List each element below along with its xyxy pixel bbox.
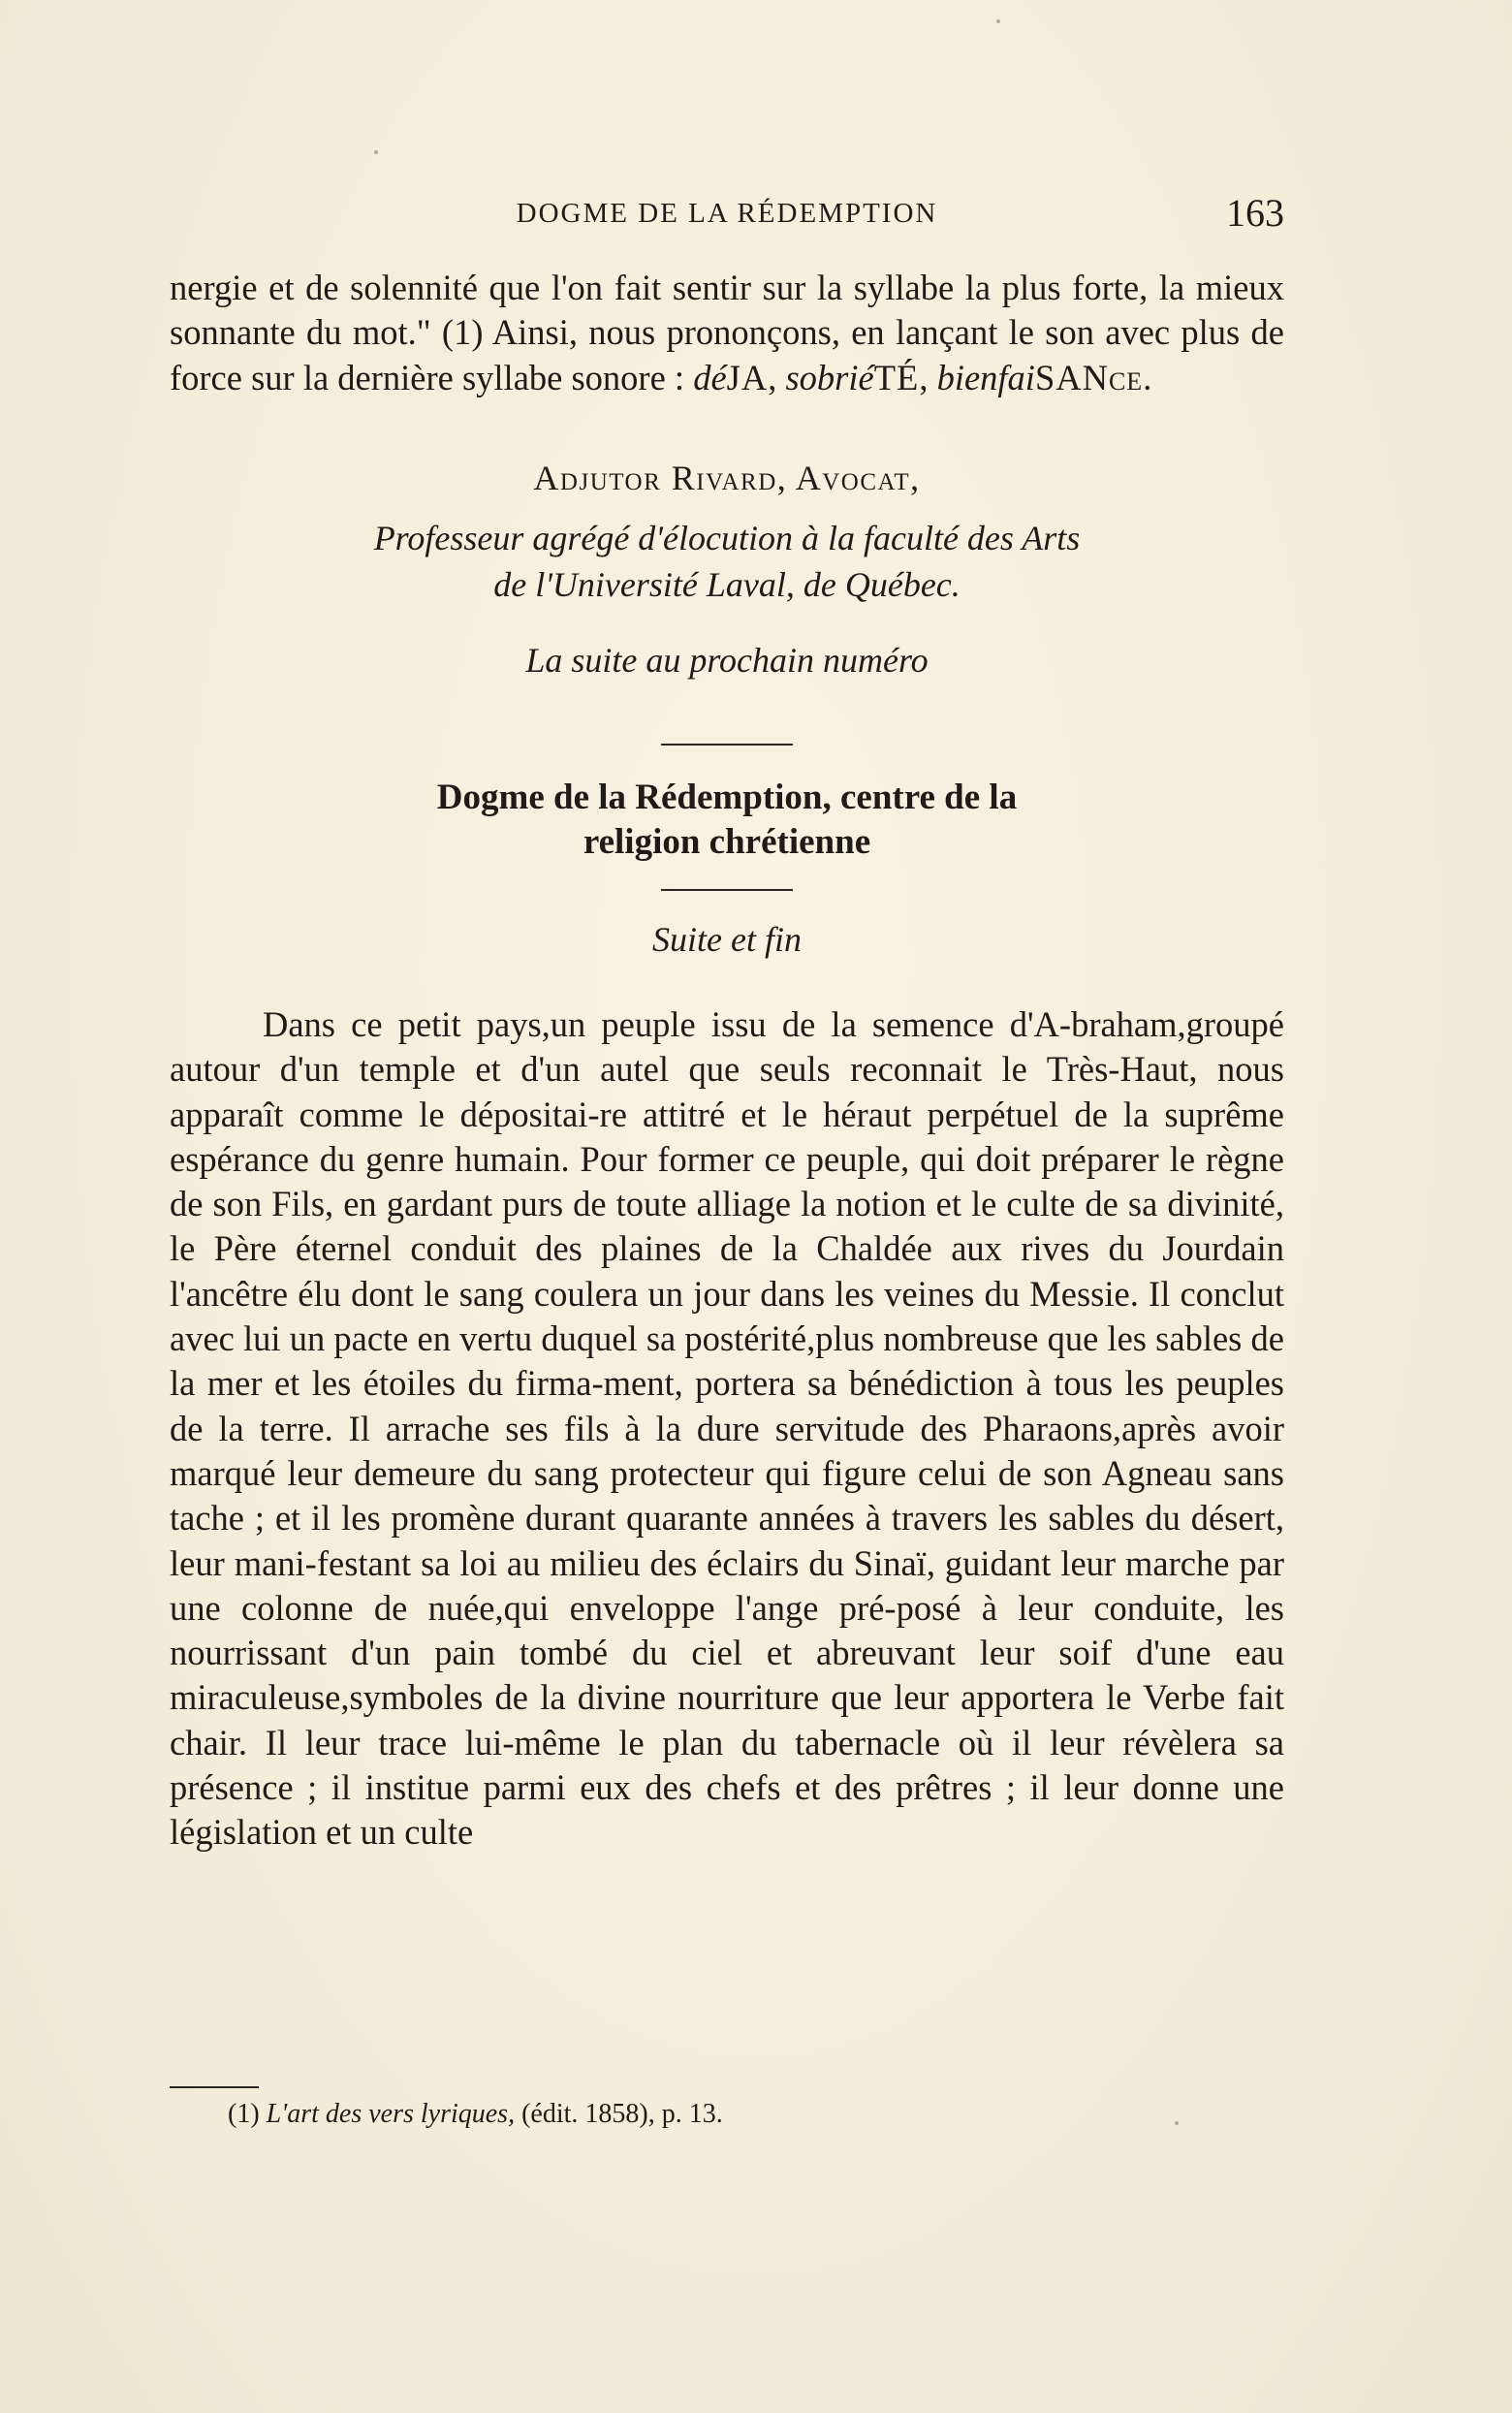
article-title bbox=[170, 776, 1284, 865]
example-separator-2: , bbox=[919, 357, 937, 397]
example-deja-caps: JA bbox=[726, 357, 769, 397]
footnote bbox=[228, 2097, 1284, 2132]
example-deja-italic: dé bbox=[693, 357, 727, 397]
intro-text: nergie et de solennité que l'on fait sentir sur la syllabe la plus forte, la mieux sonnante du mot." (1) Ainsi, nous prononçons, en lançant le son avec plus de force sur la dernière syllabe sonore : bbox=[170, 268, 1284, 397]
example-bienfaisance-caps: SANce bbox=[1034, 357, 1144, 397]
section-divider-top bbox=[661, 744, 793, 746]
paper-speck bbox=[996, 19, 1000, 23]
running-title: DOGME DE LA RÉDEMPTION bbox=[516, 198, 938, 229]
article-title-line-2: religion chrétienne bbox=[583, 822, 871, 862]
author-signature: Adjutor Rivard, Avocat, bbox=[533, 459, 921, 497]
article-subtitle: Suite et fin bbox=[652, 920, 802, 959]
footnote-title: L'art des vers lyriques, bbox=[266, 2099, 516, 2129]
footnote-details: (édit. 1858), p. 13. bbox=[521, 2099, 723, 2129]
example-separator-1: , bbox=[768, 357, 786, 397]
intro-paragraph bbox=[170, 266, 1284, 400]
page-number: 163 bbox=[1226, 191, 1284, 235]
article-title-line-1: Dogme de la Rédemption, centre de la bbox=[436, 778, 1018, 817]
example-sobriete-caps: TÉ bbox=[873, 357, 920, 397]
example-bienfaisance-italic: bienfai bbox=[936, 357, 1035, 397]
footnote-marker: (1) bbox=[228, 2099, 260, 2129]
section-divider-bottom bbox=[661, 889, 793, 891]
intro-end: . bbox=[1143, 357, 1152, 397]
paper-speck bbox=[374, 150, 378, 154]
page-header bbox=[170, 190, 1284, 238]
author-title-line-1: Professeur agrégé d'élocution à la faculté des Arts bbox=[373, 519, 1081, 557]
author-title-line-2: de l'Université Laval, de Québec. bbox=[493, 565, 961, 604]
paper-speck bbox=[1175, 2121, 1179, 2125]
footnote-rule bbox=[170, 2086, 259, 2088]
article-body: Dans ce petit pays,un peuple issu de la semence d'A-braham,groupé autour d'un temple et d'un autel que seuls reconnait le Très-Haut, nous apparaît comme le dépositai-re attitré et le héraut perpétuel de la suprême espérance du genre humain. Pour former ce peuple, qui doit préparer le règne de son Fils, en gardant purs de toute alliage la notion et le culte de sa divinité, le Père éternel conduit des plaines de la Chaldée aux rives du Jourdain l'ancêtre élu dont le sang coulera un jour dans les veines du Messie. Il conclut avec lui un pacte en vertu duquel sa postérité,plus nombreuse que les sables de la mer et les étoiles du firma-ment, portera sa bénédiction à tous les peuples de la terre. Il arrache ses fils à la dure servitude des Pharaons,après avoir marqué leur demeure du sang protecteur qui figure celui de son Agneau sans tache ; et il les promène durant quarante années à travers les sables du désert, leur mani-festant sa loi au milieu des éclairs du Sinaï, guidant leur marche par une colonne de nuée,qui enveloppe l'ange pré-posé à leur conduite, les nourrissant d'un pain tombé du ciel et abreuvant leur soif d'une eau miraculeuse,symboles de la divine nourriture que leur apportera le Verbe fait chair. Il leur trace lui-même le plan du tabernacle où il leur révèlera sa présence ; il institue parmi eux des chefs et des prêtres ; il leur donne une législation et un culte bbox=[170, 1004, 1284, 1853]
continuation-note: La suite au prochain numéro bbox=[525, 641, 929, 680]
example-sobriete-italic: sobrié bbox=[785, 357, 874, 397]
